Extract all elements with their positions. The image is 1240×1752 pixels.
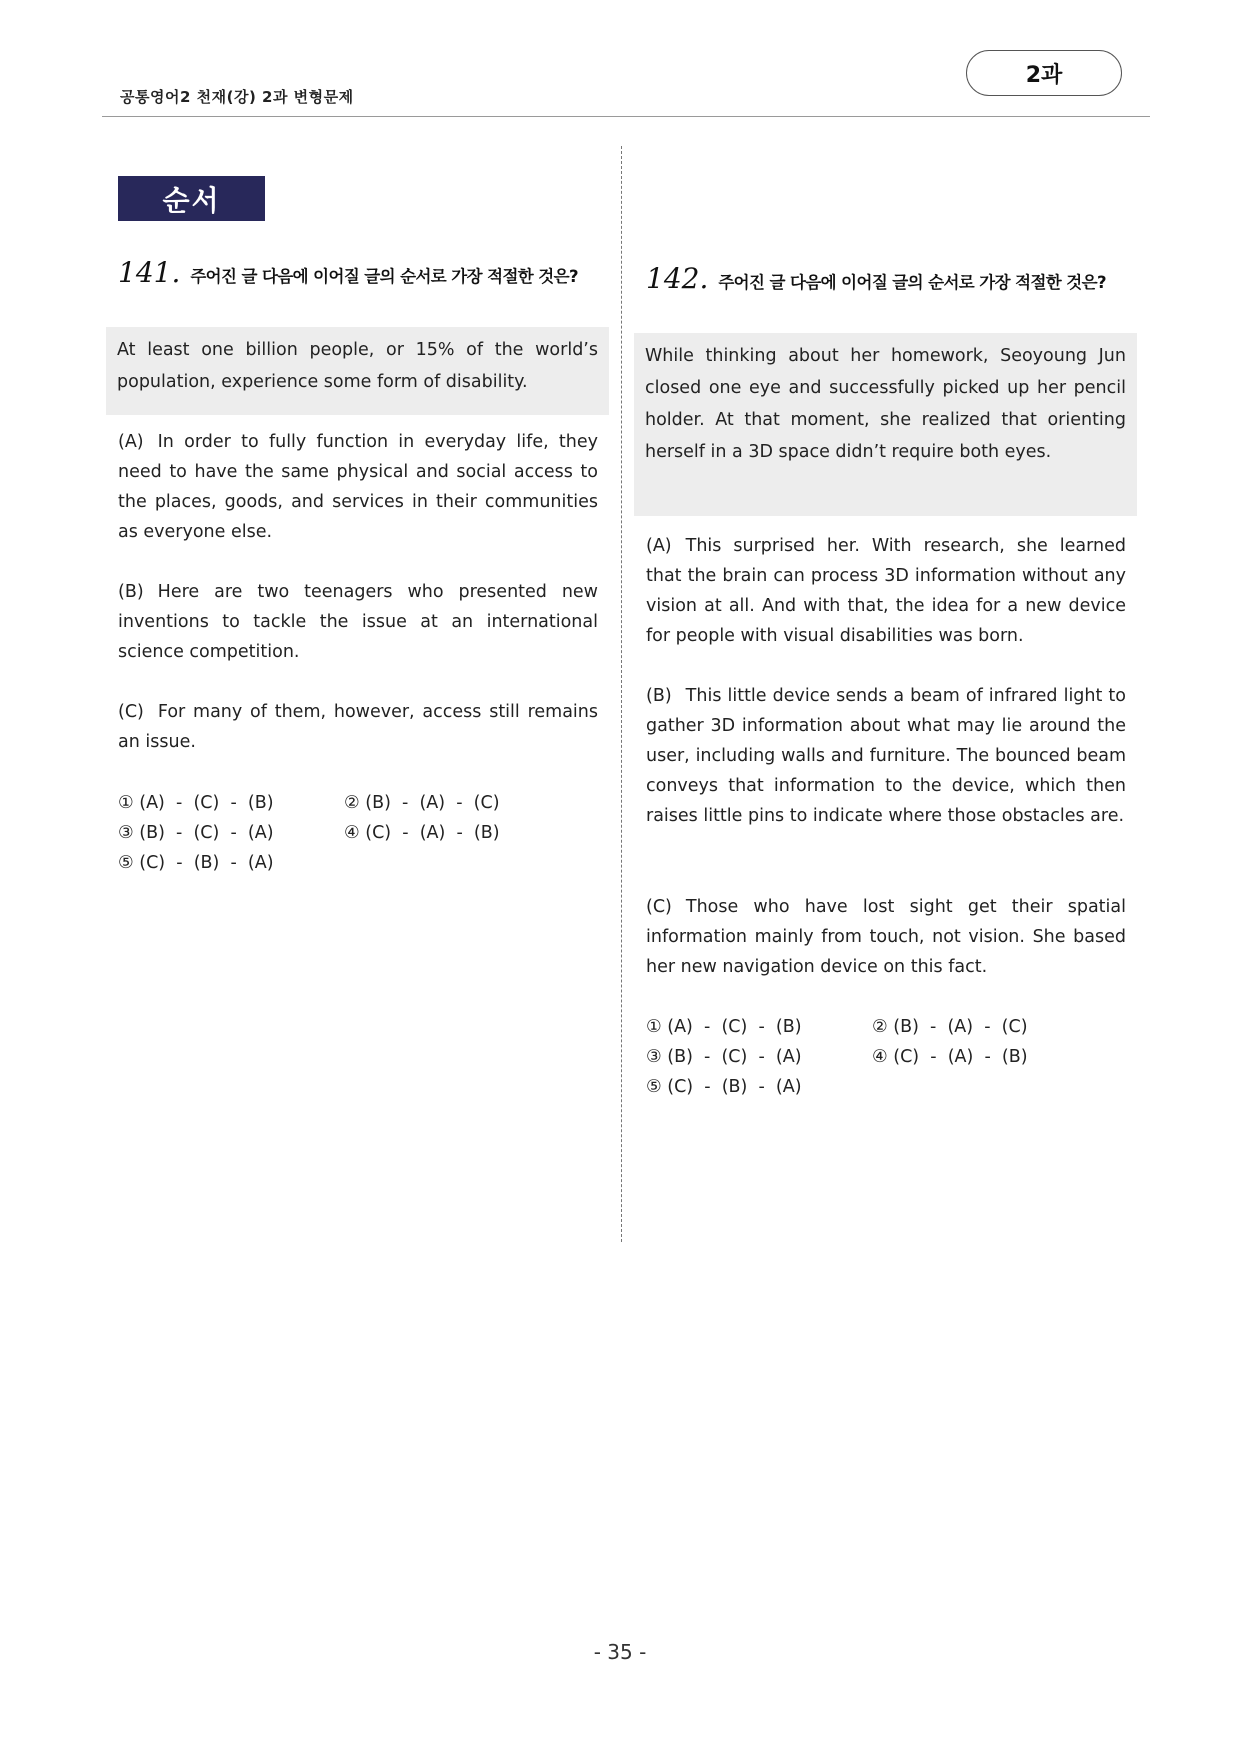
given-passage: While thinking about her homework, Seoyoung Jun closed one eye and successfully picked up her pencil holder. At that moment, she realized that orienting herself in a 3D space didn’t require both eyes. [645, 346, 1126, 462]
question-number: 142. [646, 262, 709, 295]
paragraph-c [646, 892, 1126, 982]
question-prompt: 주어진 글 다음에 이어질 글의 순서로 가장 적절한 것은? [190, 267, 578, 286]
paragraph-tag: (C) [646, 897, 672, 917]
choice-1[interactable]: ① (A) - (C) - (B) [646, 1017, 802, 1037]
paragraph-tag: (A) [118, 432, 144, 452]
choice-4[interactable]: ④ (C) - (A) - (B) [872, 1047, 1028, 1067]
paragraph-text: This surprised her. With research, she learned that the brain can process 3D information without any vision at all. And with that, the idea for a new device for people with visual disabilities was born. [646, 536, 1126, 646]
paragraph-tag: (B) [118, 582, 144, 602]
choice-2[interactable]: ② (B) - (A) - (C) [872, 1017, 1028, 1037]
given-passage-box [106, 327, 609, 415]
paragraph-tag: (B) [646, 686, 672, 706]
paragraph-text: Those who have lost sight get their spatial information mainly from touch, not vision. She based her new navigation device on this fact. [646, 897, 1126, 977]
choice-4[interactable]: ④ (C) - (A) - (B) [344, 823, 500, 843]
document-header-title: 공통영어2 천재(강) 2과 변형문제 [120, 88, 354, 106]
question-prompt: 주어진 글 다음에 이어질 글의 순서로 가장 적절한 것은? [718, 273, 1106, 292]
lesson-badge: 2과 [966, 50, 1122, 96]
paragraph-a [118, 427, 598, 547]
column-divider [621, 146, 622, 1242]
question-142-heading [646, 262, 1106, 295]
paragraph-b [118, 577, 598, 667]
choice-3[interactable]: ③ (B) - (C) - (A) [646, 1047, 802, 1067]
header-divider [102, 116, 1150, 117]
choice-2[interactable]: ② (B) - (A) - (C) [344, 793, 500, 813]
paragraph-a [646, 531, 1126, 651]
question-number: 141. [118, 256, 181, 289]
paragraph-text: In order to fully function in everyday life, they need to have the same physical and social access to the places, goods, and services in their communities as everyone else. [118, 432, 598, 542]
paragraph-tag: (C) [118, 702, 144, 722]
question-141-heading [118, 256, 578, 289]
paragraph-c [118, 697, 598, 757]
paragraph-b [646, 681, 1126, 831]
paragraph-text: For many of them, however, access still remains an issue. [118, 702, 598, 752]
choice-1[interactable]: ① (A) - (C) - (B) [118, 793, 274, 813]
paragraph-text: Here are two teenagers who presented new inventions to tackle the issue at an international science competition. [118, 582, 598, 662]
section-label: 순서 [118, 176, 265, 221]
choice-5[interactable]: ⑤ (C) - (B) - (A) [646, 1077, 802, 1097]
choice-3[interactable]: ③ (B) - (C) - (A) [118, 823, 274, 843]
paragraph-text: This little device sends a beam of infrared light to gather 3D information about what may lie around the user, including walls and furniture. The bounced beam conveys that information to the device, which then raises little pins to indicate where those obstacles are. [646, 686, 1126, 826]
given-passage-box [634, 333, 1137, 516]
given-passage: At least one billion people, or 15% of the world’s population, experience some form of disability. [117, 340, 598, 392]
paragraph-tag: (A) [646, 536, 672, 556]
choice-5[interactable]: ⑤ (C) - (B) - (A) [118, 853, 274, 873]
page-number: - 35 - [593, 1640, 647, 1664]
